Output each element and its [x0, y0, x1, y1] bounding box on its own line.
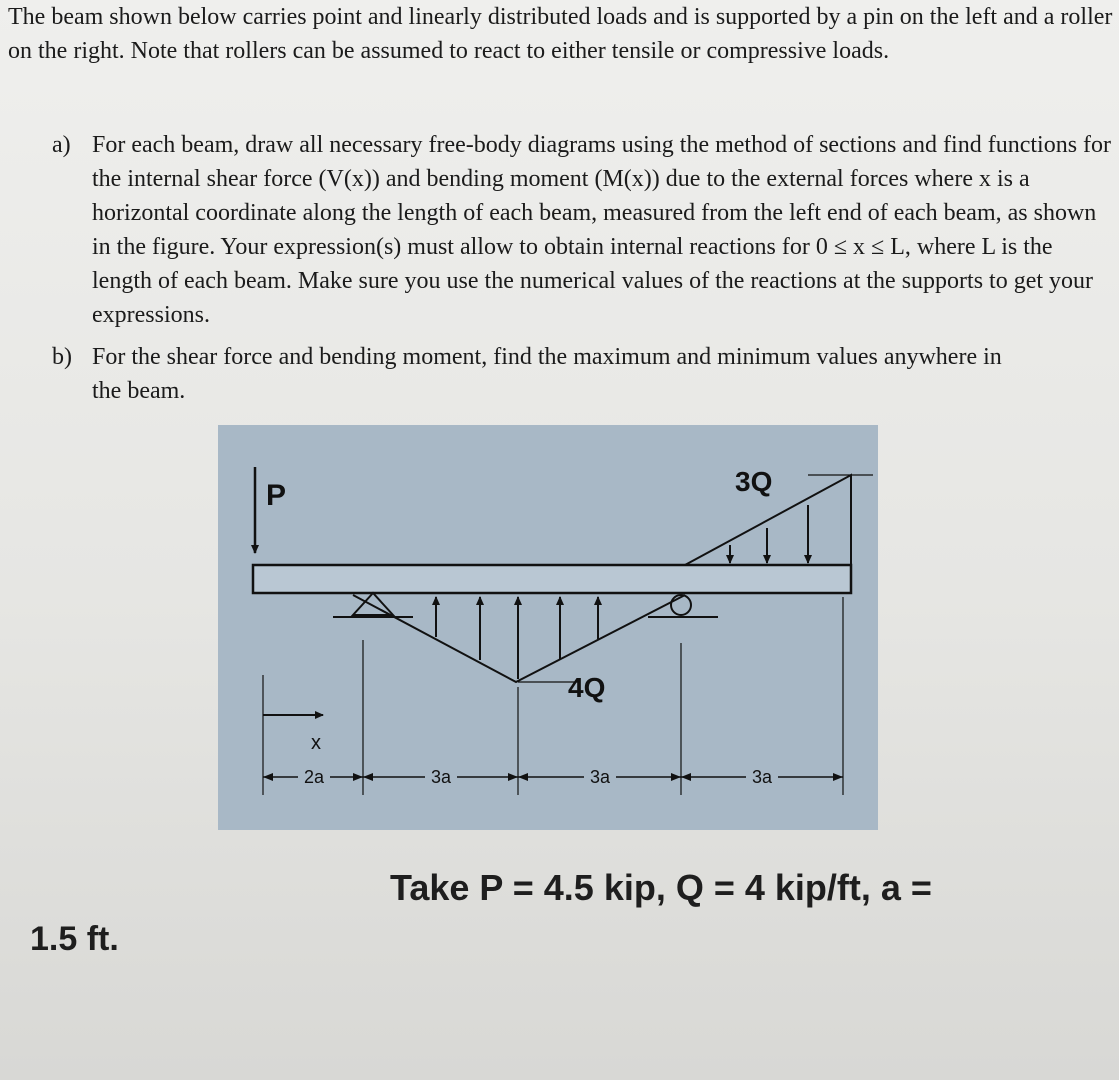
part-a-text: For each beam, draw all necessary free-body diagrams using the method of sections and find functions for the internal shear force (V(x)) and bending moment (M(x)) due to the external forces where x is a horizontal coordinate along the length of each beam, measured from the left end of each beam, as shown in the figure. Your expression(s) must allow to obtain internal reactions for 0 ≤ x ≤ L, where L is the length of each beam. Make sure you use the numerical values of the reactions at the supports to get your expressions.	[92, 132, 1112, 328]
label-3q: 3Q	[735, 466, 773, 497]
label-p: P	[266, 479, 287, 512]
label-4q: 4Q	[568, 672, 606, 703]
part-b-text: For the shear force and bending moment, find the maximum and minimum values anywhere in the beam.	[92, 344, 1002, 404]
roller-support	[648, 595, 718, 617]
point-load-p	[255, 467, 286, 553]
beam-figure	[218, 425, 878, 830]
dimension-line	[263, 765, 843, 787]
given-values: Take P = 4.5 kip, Q = 4 kip/ft, a =	[390, 867, 932, 908]
x-coordinate	[263, 715, 323, 754]
part-a-marker: a)	[52, 132, 71, 158]
given-values-continued: 1.5 ft.	[30, 920, 119, 958]
dim-label-1: 2a	[303, 767, 325, 787]
part-b-marker: b)	[52, 344, 72, 370]
dim-label-4: 3a	[751, 767, 773, 787]
distributed-load-3q	[685, 466, 873, 565]
dim-label-2: 3a	[430, 767, 452, 787]
beam	[253, 565, 851, 593]
problem-intro: The beam shown below carries point and linearly distributed loads and is supported by a pin on the left and a roller on the right. Note that rollers can be assumed to react to either tensile or compressive loads.	[8, 4, 1113, 64]
distributed-load-4q	[353, 595, 685, 703]
beam-diagram	[218, 425, 878, 830]
dim-label-3: 3a	[589, 767, 611, 787]
label-x: x	[311, 732, 321, 754]
